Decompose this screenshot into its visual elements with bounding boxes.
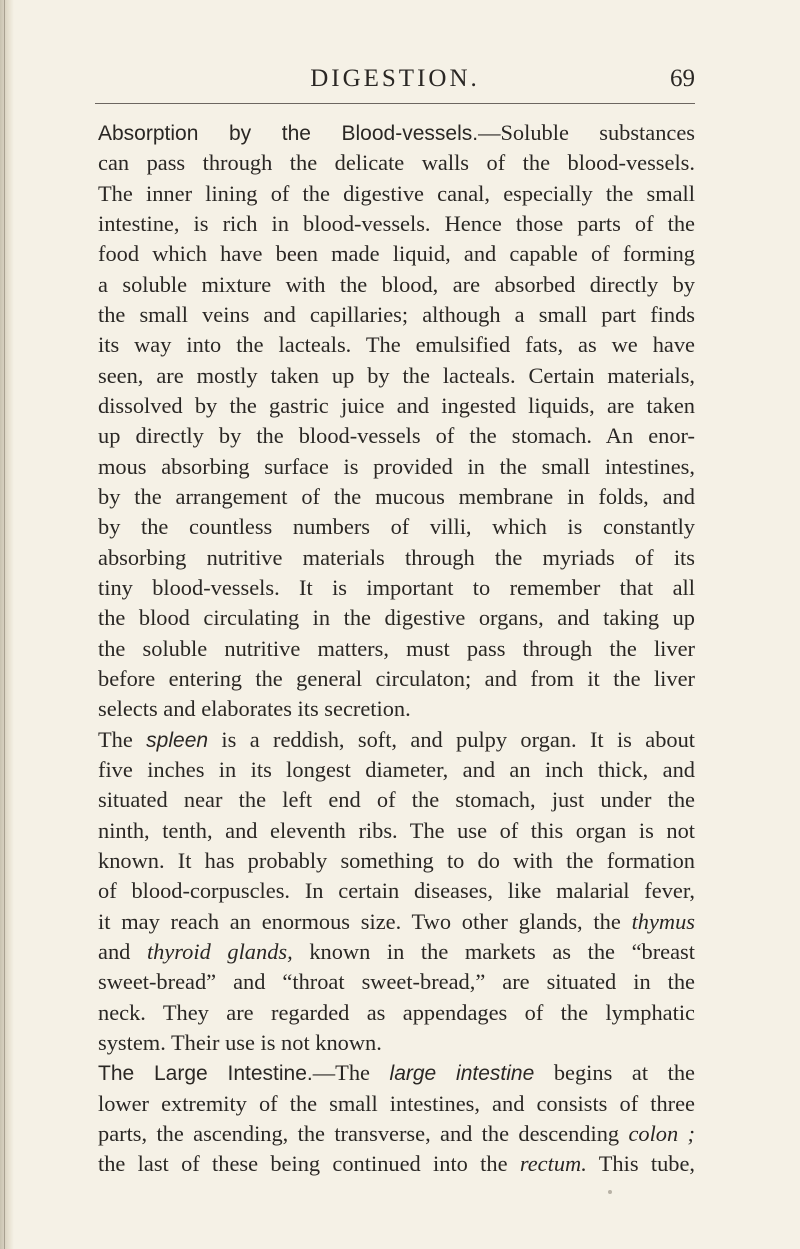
text-line: lower extremity of the small intestines, and consists of three xyxy=(98,1090,695,1116)
text-line: The Large Intestine.—The large intestine begins at the xyxy=(98,1060,695,1086)
text-line: situated near the left end of the stomach, just under the xyxy=(98,787,695,813)
text-line: up directly by the blood-vessels of the stomach. An enor- xyxy=(98,423,695,449)
text-line: seen, are mostly taken up by the lacteals. Certain materials, xyxy=(98,362,695,388)
text-line: The inner lining of the digestive canal, especially the small xyxy=(98,180,695,206)
text-line: intestine, is rich in blood-vessels. Hence those parts of the xyxy=(98,210,695,236)
running-title: DIGESTION. xyxy=(310,65,480,92)
page-header xyxy=(95,62,695,96)
text-line: sweet-bread” and “throat sweet-bread,” are situated in the xyxy=(98,969,695,995)
text-line: by the countless numbers of villi, which is constantly xyxy=(98,514,695,540)
binding-gutter xyxy=(0,0,14,1249)
text-line: dissolved by the gastric juice and ingested liquids, are taken xyxy=(98,392,695,418)
text-line: the small veins and capillaries; although a small part finds xyxy=(98,301,695,327)
page-number: 69 xyxy=(670,65,695,92)
text-line: mous absorbing surface is provided in the small intestines, xyxy=(98,453,695,479)
section-heading-large-intestine: The Large Intestine. xyxy=(98,1062,313,1086)
term-rectum: rectum. xyxy=(519,1151,587,1177)
gutter-edge-line xyxy=(4,0,5,1249)
term-large-intestine: large intestine xyxy=(389,1062,535,1086)
text-line: food which have been made liquid, and capable of forming xyxy=(98,241,695,267)
text-line: Absorption by the Blood-vessels.—Soluble substances xyxy=(98,120,695,145)
text-line: ninth, tenth, and eleventh ribs. The use of this organ is not xyxy=(98,817,695,843)
text-line: selects and elaborates its secretion. xyxy=(98,696,411,722)
term-thymus: thymus xyxy=(631,908,695,934)
term-spleen: spleen xyxy=(146,728,209,752)
text-line: can pass through the delicate walls of the blood-vessels. xyxy=(98,150,695,176)
text-line: a soluble mixture with the blood, are absorbed directly by xyxy=(98,271,695,297)
text-line: parts, the ascending, the transverse, and the descending colon ; xyxy=(98,1120,695,1146)
text-line: neck. They are regarded as appendages of the lymphatic xyxy=(98,999,695,1025)
header-rule xyxy=(95,103,695,104)
text-line: of blood-corpuscles. In certain diseases, like malarial fever, xyxy=(98,878,695,904)
text-line: the blood circulating in the digestive organs, and taking up xyxy=(98,605,695,631)
text-line: its way into the lacteals. The emulsified fats, as we have xyxy=(98,332,695,358)
text-line: absorbing nutritive materials through the myriads of its xyxy=(98,544,695,570)
paper-speck xyxy=(608,1190,612,1194)
text-line: and thyroid glands, known in the markets as the “breast xyxy=(98,938,695,964)
text-line: by the arrangement of the mucous membrane in folds, and xyxy=(98,483,695,509)
text-line: before entering the general circulaton; and from it the liver xyxy=(98,665,695,691)
text-line: known. It has probably something to do with the formation xyxy=(98,847,695,873)
text-line: the soluble nutritive matters, must pass through the liver xyxy=(98,635,695,661)
text-line: The spleen is a reddish, soft, and pulpy organ. It is about xyxy=(98,726,695,752)
text-line: five inches in its longest diameter, and an inch thick, and xyxy=(98,756,695,782)
body-text xyxy=(98,118,695,1179)
term-thyroid-glands: thyroid glands, xyxy=(146,938,293,964)
term-colon: colon ; xyxy=(628,1120,695,1146)
text-line: tiny blood-vessels. It is important to remember that all xyxy=(98,574,695,600)
text-line: system. Their use is not known. xyxy=(98,1029,382,1055)
text-line: the last of these being continued into the rectum. This tube, xyxy=(98,1151,695,1177)
section-heading-absorption: Absorption by the Blood-vessels. xyxy=(98,122,479,145)
text-line: it may reach an enormous size. Two other glands, the thymus xyxy=(98,908,695,934)
